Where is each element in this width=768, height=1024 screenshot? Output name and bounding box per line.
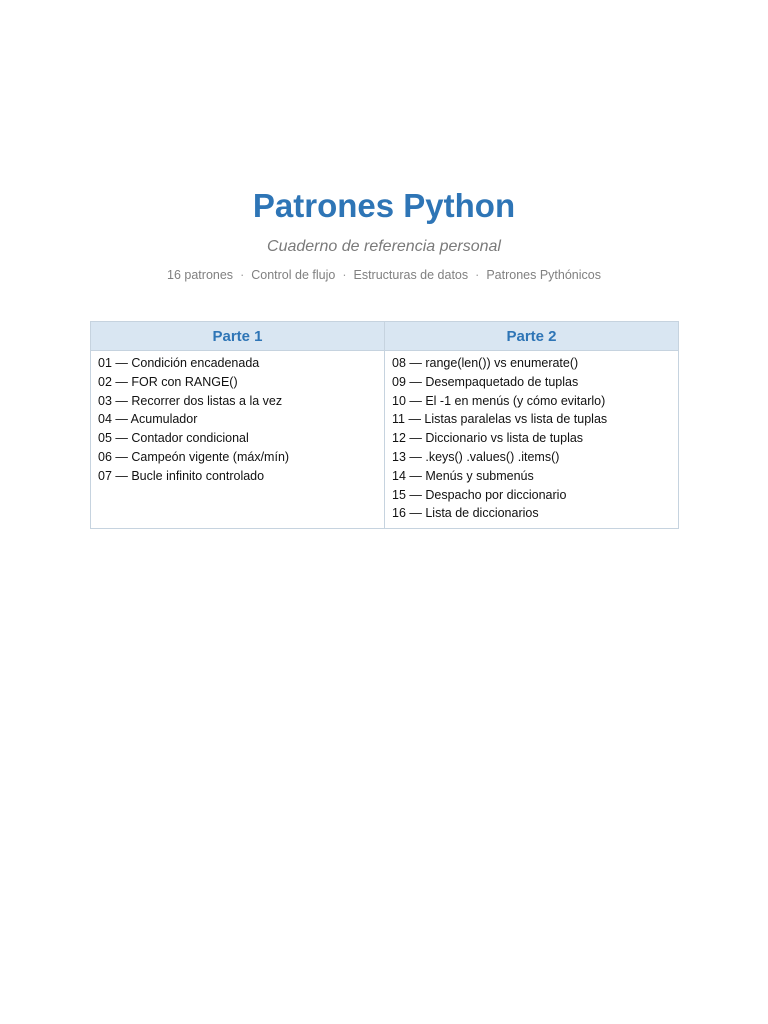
toc-header-row: [91, 322, 679, 351]
column-heading-part-2: Parte 2: [385, 322, 679, 351]
meta-separator: ·: [475, 268, 480, 282]
toc-body-row: [91, 351, 679, 529]
meta-topic-pythonic-patterns: Patrones Pythónicos: [486, 268, 601, 282]
list-item: 09 — Desempaquetado de tuplas: [392, 374, 579, 389]
page-subtitle: Cuaderno de referencia personal: [267, 238, 501, 255]
meta-separator: ·: [342, 268, 347, 282]
list-item: 13 — .keys() .values() .items(): [392, 449, 560, 464]
column-heading-part-1: Parte 1: [91, 322, 385, 351]
list-item: 11 — Listas paralelas vs lista de tuplas: [392, 412, 608, 427]
meta-count: 16 patrones: [167, 268, 234, 282]
list-item: 02 — FOR con RANGE(): [98, 374, 238, 389]
list-item: 06 — Campeón vigente (máx/mín): [98, 449, 290, 464]
list-item: 05 — Contador condicional: [98, 431, 249, 446]
list-item: 01 — Condición encadenada: [98, 356, 260, 370]
list-item: 04 — Acumulador: [98, 412, 198, 427]
meta-separator: ·: [240, 268, 245, 282]
list-item: 14 — Menús y submenús: [392, 468, 534, 483]
list-item: 15 — Despacho por diccionario: [392, 487, 567, 502]
meta-topic-flow-control: Control de flujo: [251, 268, 336, 282]
meta-line: [0, 266, 768, 284]
page-title: Patrones Python: [252, 187, 516, 224]
part-2-list: [385, 351, 679, 529]
list-item: 10 — El -1 en menús (y cómo evitarlo): [392, 393, 606, 408]
list-item: 08 — range(len()) vs enumerate(): [392, 356, 579, 370]
part-1-list: [91, 351, 385, 529]
list-item: 07 — Bucle infinito controlado: [98, 468, 265, 483]
list-item: 16 — Lista de diccionarios: [392, 506, 539, 521]
list-item: 03 — Recorrer dos listas a la vez: [98, 393, 283, 408]
table-of-contents: [90, 321, 679, 529]
list-item: 12 — Diccionario vs lista de tuplas: [392, 431, 584, 446]
meta-topic-data-structures: Estructuras de datos: [353, 268, 469, 282]
